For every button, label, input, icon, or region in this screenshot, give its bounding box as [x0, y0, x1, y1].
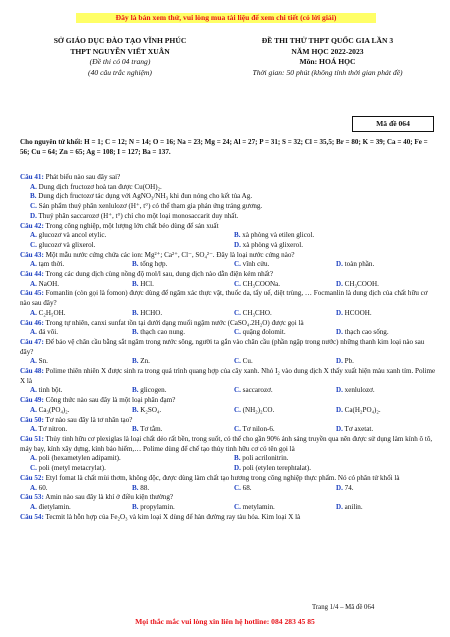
answer-option: [336, 425, 438, 435]
option-letter: B.: [132, 279, 139, 288]
option-text: metylamin.: [240, 502, 275, 511]
answer-option: [336, 406, 438, 416]
question-item: [20, 289, 438, 318]
answer-options: [20, 406, 438, 416]
question-stem: [20, 416, 438, 426]
option-letter: C.: [234, 308, 241, 317]
option-letter: D.: [336, 357, 343, 366]
answer-option: [30, 280, 132, 290]
option-text: Cu.: [240, 357, 253, 366]
answer-option: [234, 241, 438, 251]
question-stem: [20, 289, 438, 308]
question-text: Một mẫu nước cứng chứa các ion: Mg²⁺; Ca²⁺, Cl⁻, SO₄²⁻. Đây là loại nước cứng nào?: [43, 250, 295, 259]
option-letter: A.: [30, 328, 37, 337]
option-text: K₂SO₄.: [138, 405, 162, 414]
question-text: Etyl fomat là chất mùi thơm, không độc, được dùng làm chất tạo hương trong công nghiệp thực phẩm. Nó có phân tử khối là: [43, 473, 400, 482]
option-letter: B.: [132, 405, 139, 414]
question-text: Để bảo vệ chân cầu bằng sắt ngâm trong nước sông, người ta gắn vào chân cầu (phần ngập trong nước) những thanh kim loại nào sau đây?: [20, 337, 425, 356]
question-stem: [20, 513, 438, 523]
option-text: Tơ nitron.: [36, 425, 68, 434]
question-item: [20, 435, 438, 474]
option-letter: C.: [234, 386, 241, 395]
option-letter: D.: [336, 308, 343, 317]
answer-option: [132, 425, 234, 435]
answer-option: [336, 260, 438, 270]
option-letter: A.: [30, 357, 37, 366]
option-letter: B.: [132, 357, 139, 366]
option-text: toàn phần.: [342, 260, 375, 269]
answer-option: [234, 503, 336, 513]
option-letter: B.: [132, 483, 139, 492]
time-limit: Thời gian: 50 phút (không tính thời gian phát đề): [252, 67, 403, 77]
answer-option: [234, 406, 336, 416]
question-text: Fomanlin (còn gọi là fomon) được dùng để ngâm xác thực vật, thuốc da, tẩy uế, diệt trùng, … Focmanlin là dung dịch của chất hữu cơ nào sau đây?: [20, 289, 428, 308]
option-letter: A.: [30, 483, 37, 492]
answer-option: [30, 328, 132, 338]
question-item: [20, 416, 438, 435]
answer-options: [20, 484, 438, 494]
answer-option: [132, 357, 234, 367]
exam-title: ĐỀ THI THỬ THPT QUỐC GIA LẦN 3: [261, 36, 394, 45]
option-text: poli (etylen terephtalat).: [240, 464, 312, 473]
option-text: anilin.: [342, 502, 363, 511]
option-text: xà phòng và glixerol.: [240, 240, 303, 249]
option-text: CH₃CHO.: [240, 308, 272, 317]
option-text: thạch cao nung.: [138, 328, 186, 337]
option-text: HCl.: [138, 279, 154, 288]
option-letter: D.: [336, 405, 343, 414]
option-text: xenlulozơ.: [342, 386, 375, 395]
option-letter: B.: [132, 308, 139, 317]
answer-option: [234, 464, 438, 474]
option-letter: C.: [30, 240, 37, 249]
option-letter: B.: [234, 454, 241, 463]
question-item: [20, 251, 438, 270]
answer-option: [30, 309, 132, 319]
option-text: HCOOH.: [342, 308, 372, 317]
option-letter: B.: [132, 502, 139, 511]
department-name: SỞ GIÁO DỤC ĐÀO TẠO VĨNH PHÚC: [53, 36, 187, 45]
option-text: NaOH.: [36, 279, 59, 288]
question-number: Câu 41:: [20, 173, 44, 181]
school-name: THPT NGUYỄN VIẾT XUÂN: [70, 46, 170, 56]
atomic-masses-text: Cho nguyên tử khối: H = 1; C = 12; N = 14; O = 16; Na = 23; Mg = 24; Al = 27; P = 31; S = 32; Cl = 35,5; Br = 80; K = 39; Ca = 40; Fe = 56; Cu = 64; Zn = 65; Ag = 108; I = 127; Ba = 137.: [20, 138, 428, 156]
option-letter: A.: [30, 386, 37, 395]
answer-option: [234, 328, 336, 338]
preview-banner: Đây là bản xem thử, vui lòng mua tài liệu để xem chi tiết (có lời giải): [76, 13, 376, 23]
question-item: [20, 513, 438, 523]
option-text: 68.: [240, 483, 252, 492]
option-text: glucozơ và glixerol.: [36, 240, 96, 249]
question-stem: [20, 251, 438, 261]
option-letter: A.: [30, 231, 37, 240]
question-text: Tecmit là hỗn hợp của Fe₂O₃ và kim loại X dùng để hàn đường ray tàu hỏa. Kim loại X là: [43, 512, 301, 521]
option-text: poli acrilonitrin.: [240, 454, 289, 463]
question-item: [20, 493, 438, 512]
option-text: (NH₂)₂CO.: [240, 405, 275, 414]
question-number: Câu 49:: [20, 396, 44, 405]
question-item: [20, 319, 438, 338]
question-number: Câu 44:: [20, 270, 44, 279]
option-letter: D.: [336, 502, 343, 511]
answer-option: [30, 241, 234, 251]
question-item: [20, 222, 438, 251]
option-letter: B.: [132, 425, 139, 434]
option-letter: D.: [30, 211, 37, 220]
option-letter: B.: [234, 231, 241, 240]
option-text: Dung dịch fructozơ hoà tan được Cu(OH)₂.: [36, 182, 162, 191]
answer-options: [20, 357, 438, 367]
option-text: glicogen.: [138, 386, 167, 395]
option-letter: A.: [30, 308, 37, 317]
option-letter: C.: [234, 425, 241, 434]
option-text: Dung dịch fructozơ tác dụng với AgNO₃/NH₃ khi đun nóng cho kết tủa Ag.: [36, 192, 253, 201]
question-item: [20, 338, 438, 367]
option-letter: C.: [30, 202, 37, 211]
page-count: (Đề thi có 04 trang): [89, 57, 151, 66]
answer-options: [20, 425, 438, 435]
option-text: Sản phẩm thuỷ phân xenlulozơ (H⁺, t°) có thể tham gia phản ứng tráng gương.: [36, 202, 263, 211]
question-stem: [20, 222, 438, 232]
option-letter: C.: [234, 483, 241, 492]
header-right: [205, 36, 450, 78]
option-text: 74.: [342, 483, 354, 492]
answer-option: [132, 280, 234, 290]
question-item: [20, 173, 438, 222]
answer-options: [20, 280, 438, 290]
option-letter: A.: [30, 425, 37, 434]
option-text: Thuỷ phân saccarozơ (H⁺, t°) chỉ cho một loại monosaccarit duy nhất.: [36, 211, 239, 220]
question-number: Câu 53:: [20, 493, 44, 502]
option-text: đá vôi.: [36, 328, 58, 337]
question-text: Trong công nghiệp, một lượng lớn chất béo dùng để sản xuất: [43, 221, 219, 230]
answer-option: [30, 212, 438, 222]
question-number: Câu 52:: [20, 473, 44, 482]
option-text: Sn.: [36, 357, 48, 366]
option-text: Zn.: [138, 357, 150, 366]
answer-option: [234, 357, 336, 367]
answer-options: [20, 503, 438, 513]
answer-option: [30, 231, 234, 241]
answer-options: [20, 328, 438, 338]
question-text: Amin nào sau đây là khí ở điều kiện thường?: [43, 493, 174, 502]
question-number: Câu 42:: [20, 221, 44, 230]
option-text: tinh bột.: [36, 386, 63, 395]
option-text: xà phòng và etilen glicol.: [240, 231, 315, 240]
option-letter: D.: [336, 386, 343, 395]
option-text: saccarozơ.: [240, 386, 273, 395]
option-text: tổng hợp.: [138, 260, 168, 269]
question-item: [20, 396, 438, 415]
option-text: Tơ tằm.: [138, 425, 163, 434]
option-letter: C.: [234, 405, 241, 414]
option-letter: C.: [234, 279, 241, 288]
option-text: thạch cao sống.: [342, 328, 389, 337]
option-text: Pb.: [342, 357, 354, 366]
option-text: poli (metyl metacrylat).: [36, 464, 106, 473]
question-number: Câu 48:: [20, 367, 44, 376]
question-stem: [20, 173, 438, 183]
question-text: Phát biểu nào sau đây sai?: [43, 173, 121, 181]
option-text: đietylamin.: [36, 502, 71, 511]
option-text: CH₃COONa.: [240, 279, 281, 288]
question-number: Câu 47:: [20, 337, 44, 346]
option-letter: D.: [234, 464, 241, 473]
option-text: poli (hexametylen adipamit).: [36, 454, 121, 463]
answer-option: [132, 484, 234, 494]
question-number: Câu 43:: [20, 250, 44, 259]
answer-option: [30, 202, 438, 212]
answer-option: [30, 183, 438, 193]
option-letter: B.: [132, 328, 139, 337]
option-letter: D.: [336, 425, 343, 434]
option-text: 60.: [36, 483, 48, 492]
answer-option: [30, 503, 132, 513]
option-text: HCHO.: [138, 308, 163, 317]
answer-option: [30, 484, 132, 494]
option-text: propylamin.: [138, 502, 175, 511]
answer-option: [30, 260, 132, 270]
answer-option: [30, 464, 234, 474]
answer-options: [20, 454, 438, 473]
option-letter: C.: [234, 502, 241, 511]
answer-option: [336, 503, 438, 513]
answer-options: [20, 231, 438, 250]
question-number: Câu 54:: [20, 512, 44, 521]
question-number: Câu 51:: [20, 434, 44, 443]
answer-option: [30, 357, 132, 367]
option-text: quặng đolomit.: [240, 328, 286, 337]
option-letter: C.: [234, 328, 241, 337]
answer-option: [30, 425, 132, 435]
option-letter: B.: [132, 386, 139, 395]
question-text: Trong tự nhiên, canxi sunfat tồn tại dưới dạng muối ngậm nước (CaSO₄.2H₂O) được gọi là: [43, 318, 304, 327]
subject: Môn: HOÁ HỌC: [299, 57, 356, 66]
question-item: [20, 367, 438, 396]
question-stem: [20, 474, 438, 484]
answer-option: [132, 309, 234, 319]
option-letter: D.: [336, 260, 343, 269]
question-text: Polime thiên nhiên X được sinh ra trong quá trình quang hợp của cây xanh. Nhỏ I₂ vào dung dịch X thấy xuất hiện màu xanh tím. Polime X là: [20, 367, 436, 385]
option-letter: C.: [234, 357, 241, 366]
option-letter: B.: [132, 260, 139, 269]
exam-code: Mã đề 064: [352, 116, 434, 132]
option-letter: A.: [30, 405, 37, 414]
answer-options: [20, 183, 438, 222]
question-text: Công thức nào sau đây là một loại phân đạm?: [43, 396, 176, 405]
answer-option: [234, 309, 336, 319]
answer-options: [20, 309, 438, 319]
option-text: vĩnh cửu.: [240, 260, 270, 269]
question-stem: [20, 319, 438, 329]
option-letter: D.: [336, 483, 343, 492]
answer-option: [234, 454, 438, 464]
option-letter: D.: [234, 240, 241, 249]
question-stem: [20, 367, 438, 386]
answer-options: [20, 260, 438, 270]
answer-option: [132, 328, 234, 338]
question-number: Câu 45:: [20, 289, 44, 298]
option-text: Tơ nilon-6.: [240, 425, 275, 434]
answer-option: [30, 386, 132, 396]
option-letter: D.: [336, 328, 343, 337]
answer-option: [234, 260, 336, 270]
option-letter: A.: [30, 260, 37, 269]
answer-option: [132, 503, 234, 513]
answer-option: [336, 280, 438, 290]
question-number: Câu 46:: [20, 318, 44, 327]
answer-option: [234, 484, 336, 494]
option-text: Ca(H₂PO₄)₂.: [342, 405, 381, 414]
answer-option: [234, 425, 336, 435]
question-text: Tơ nào sau đây là tơ nhân tạo?: [43, 415, 133, 424]
question-stem: [20, 435, 438, 454]
question-text: Thủy tinh hữu cơ plexiglas là loại chất dẻo rất bền, trong suốt, có thể cho gần 90% ánh sáng truyền qua nên được sử dụng làm kính ô tô, máy bay, kính xây dựng, kính bảo hiểm,… Polime dùng để chế tạo thủy tinh hữu cơ có tên gọi là: [20, 434, 433, 453]
option-text: 88.: [138, 483, 150, 492]
option-text: C₂H₅OH.: [36, 308, 66, 317]
option-letter: B.: [30, 192, 37, 201]
answer-option: [336, 484, 438, 494]
answer-option: [234, 231, 438, 241]
question-stem: [20, 270, 438, 280]
atomic-masses: [20, 137, 438, 157]
question-stem: [20, 493, 438, 503]
school-year: NĂM HỌC 2022-2023: [291, 46, 364, 56]
answer-option: [336, 309, 438, 319]
question-stem: [20, 338, 438, 357]
question-item: [20, 270, 438, 289]
question-item: [20, 474, 438, 493]
answer-option: [336, 386, 438, 396]
answer-option: [132, 260, 234, 270]
option-letter: C.: [30, 464, 37, 473]
answer-option: [30, 454, 234, 464]
answer-option: [30, 406, 132, 416]
option-text: Tơ axetat.: [342, 425, 374, 434]
question-text: Trong các dung dịch cùng nồng độ mol/l sau, dung dịch nào dẫn điện kém nhất?: [43, 270, 273, 279]
option-letter: D.: [336, 279, 343, 288]
header-left: [20, 36, 220, 78]
question-stem: [20, 396, 438, 406]
option-text: glucozơ và ancol etylic.: [36, 231, 107, 240]
option-text: tạm thời.: [36, 260, 65, 269]
answer-options: [20, 386, 438, 396]
option-text: CH₃COOH.: [342, 279, 379, 288]
answer-option: [30, 192, 438, 202]
question-number: Câu 50:: [20, 415, 44, 424]
answer-option: [336, 357, 438, 367]
question-list: [20, 173, 438, 522]
answer-option: [132, 406, 234, 416]
hotline-banner: Mọi thắc mắc vui lòng xin liên hệ hotline: 084 283 45 85: [135, 617, 315, 626]
page-footer: Trang 1/4 – Mã đề 064: [312, 604, 375, 611]
option-letter: A.: [30, 454, 37, 463]
option-letter: A.: [30, 279, 37, 288]
answer-option: [336, 328, 438, 338]
option-letter: A.: [30, 182, 37, 191]
question-count: (40 câu trắc nghiệm): [88, 67, 152, 77]
answer-option: [234, 280, 336, 290]
answer-option: [234, 386, 336, 396]
option-letter: A.: [30, 502, 37, 511]
option-letter: C.: [234, 260, 241, 269]
option-text: Ca₃(PO₄)₂.: [36, 405, 70, 414]
answer-option: [132, 386, 234, 396]
